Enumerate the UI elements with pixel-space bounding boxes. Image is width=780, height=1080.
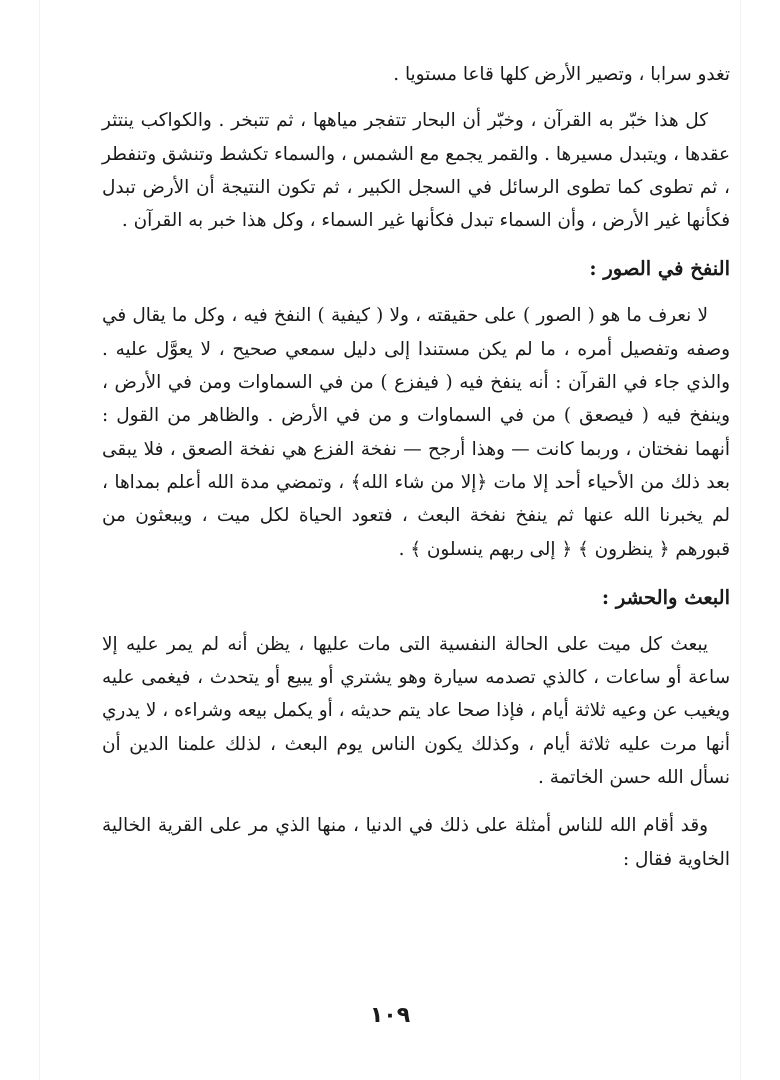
page-number: ١٠٩ bbox=[369, 1003, 411, 1028]
page-body bbox=[102, 58, 730, 876]
spacer bbox=[102, 566, 730, 581]
spacer bbox=[102, 237, 730, 252]
spacer bbox=[102, 286, 730, 299]
section-heading-trumpet: النفخ في الصور : bbox=[589, 257, 730, 281]
paragraph-resurrection: يبعث كل ميت على الحالة النفسية التى مات عليها ، يظن أنه لم يمر عليه إلا ساعة أو ساعات ، كالذي تصدمه سيارة وهو يشتري أو يبيع أو يتحدث ، فيغمى عليه ويغيب عن وعيه ثلاثة أيام ، فإذا صحا عاد يتم حديثه ، أو يكمل بيعه وشراءه ، لا يدري أنها مرت عليه ثلاثة أيام ، وكذلك يكون الناس يوم البعث ، لذلك علمنا الدين أن نسأل الله حسن الخاتمة . bbox=[102, 633, 730, 789]
paragraph-examples: وقد أقام الله للناس أمثلة على ذلك في الدنيا ، منها الذي مر على القرية الخالية الخاوية فقال : bbox=[102, 815, 730, 870]
spacer bbox=[102, 91, 730, 104]
spacer bbox=[102, 615, 730, 628]
paragraph-quran-news: كل هذا خبّر به القرآن ، وخبّر أن البحار تتفجر مياهها ، ثم تتبخر . والكواكب ينتثر عقدها ، ويتبدل مسيرها . والقمر يجمع مع الشمس ، والسماء تكشط وتنشق وتنفطر ، ثم تطوى كما تطوى الرسائل في السجل الكبير ، ثم تكون النتيجة أن الأرض تبدل فكأنها غير الأرض ، وأن السماء تبدل فكأنها غير السماء ، وكل هذا خبر به القرآن . bbox=[102, 110, 730, 232]
section-heading-resurrection: البعث والحشر : bbox=[601, 585, 730, 609]
intro-line: تغدو سرابا ، وتصير الأرض كلها قاعا مستويا . bbox=[393, 64, 730, 85]
spacer bbox=[102, 794, 730, 809]
paragraph-trumpet: لا نعرف ما هو ( الصور ) على حقيقته ، ولا ( كيفية ) النفخ فيه ، وكل ما يقال في وصفه وتفصيل أمره ، ما لم يكن مستندا إلى دليل سمعي صحيح ، لا يعوَّل عليه . والذي جاء في القرآن : أنه ينفخ فيه ( فيفزع ) من في السماوات ومن في الأرض ، وينفخ فيه ( فيصعق ) من في السماوات و من في الأرض . والظاهر من القول : أنهما نفختان ، وربما كانت — وهذا أرجح — نفخة الفزع هي نفخة الصعق ، فلا يبقى بعد ذلك من الأحياء أحد إلا مات ﴿إلا من شاء الله﴾ ، وتمضي مدة الله أعلم بمداها ، لم يخبرنا الله عنها ثم ينفخ نفخة البعث ، فتعود الحياة لكل ميت ، ويبعثون من قبورهم ﴿ ينظرون ﴾ ﴿ إلى ربهم ينسلون ﴾ . bbox=[102, 305, 730, 560]
